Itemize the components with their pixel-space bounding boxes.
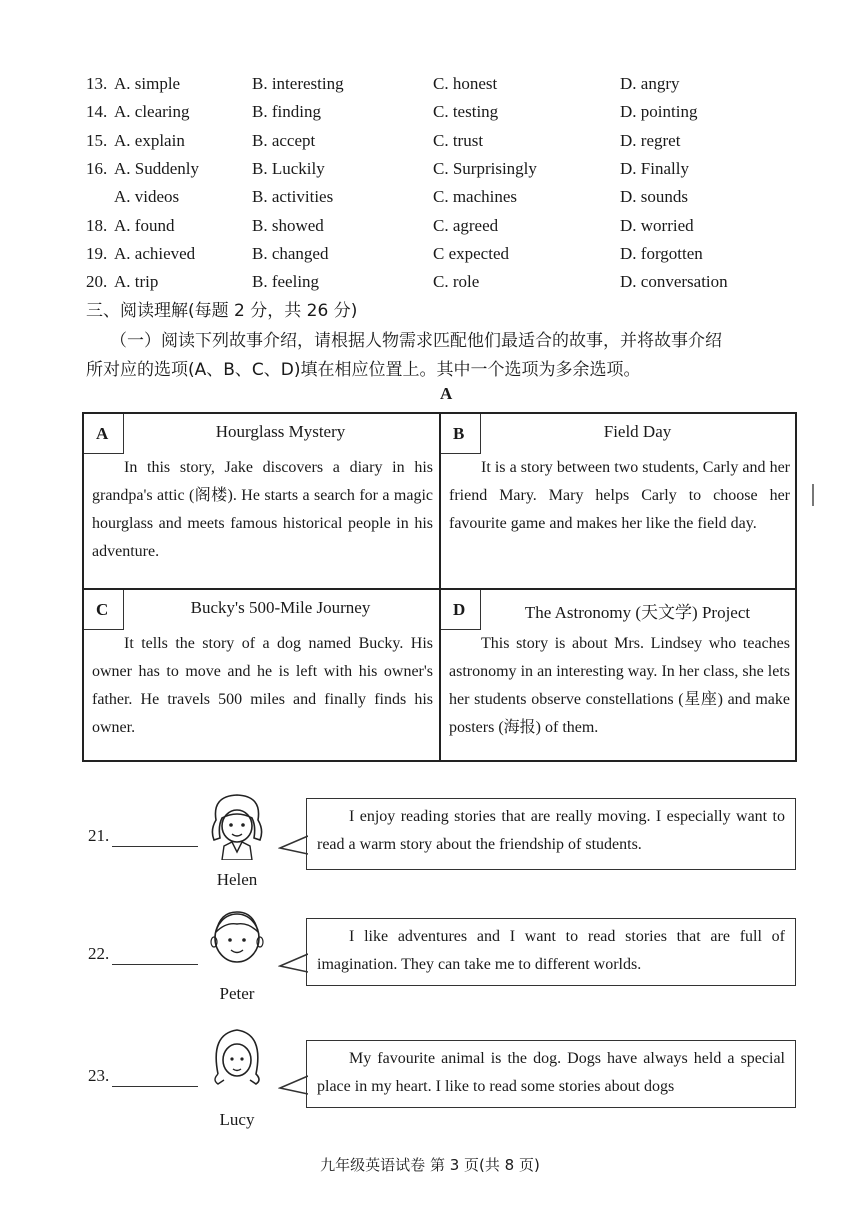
part-label: A (440, 384, 453, 403)
story-letter: B (441, 414, 481, 454)
option-a: A. explain (114, 131, 185, 150)
speech-tail-icon (278, 952, 308, 976)
answer-blank[interactable] (112, 942, 198, 965)
speech-bubble: My favourite animal is the dog. Dogs have always held a special place in my heart. I like to read some stories about dogs (306, 1040, 796, 1108)
option-c: C. testing (433, 102, 499, 121)
question-number: 23. (88, 1066, 110, 1085)
story-body: In this story, Jake discovers a diary in his grandpa's attic (阁楼). He starts a search for a magic hourglass and meets famous historical people in his adventure. (92, 459, 433, 560)
option-row (0, 240, 860, 268)
option-c: C. role (433, 272, 480, 291)
question-number: 14. (86, 102, 108, 121)
story-card-b (441, 414, 796, 588)
story-body: This story is about Mrs. Lindsey who teaches astronomy in an interesting way. In her class, she lets her students observe constellations (星座) and make posters (海报) of them. (449, 635, 790, 736)
option-a: A. videos (114, 187, 180, 206)
option-d: D. regret (620, 131, 681, 150)
answer-blank[interactable] (112, 1064, 198, 1087)
question-number: 15. (86, 131, 108, 150)
person-name: Peter (219, 984, 255, 1003)
story-body: It is a story between two students, Carly and her friend Mary. Mary helps Carly to choose her favourite game and makes her like the field day. (449, 459, 790, 532)
person-name: Lucy (219, 1110, 255, 1129)
story-title: The Astronomy (天文学) Project (524, 603, 751, 622)
option-b: B. Luckily (252, 159, 325, 178)
option-row (0, 183, 860, 211)
question-number: 18. (86, 216, 108, 235)
story-body: It tells the story of a dog named Bucky. His owner has to move and he is left with his owner's father. He travels 500 miles and finally finds his owner. (92, 635, 433, 736)
option-a: A. achieved (114, 244, 196, 263)
person-name: Helen (216, 870, 258, 889)
story-title: Hourglass Mystery (215, 422, 346, 441)
option-row (0, 212, 860, 240)
instruction-line-1: （一）阅读下列故事介绍，请根据人物需求匹配他们最适合的故事，并将故事介绍 (110, 331, 722, 351)
option-c: C. machines (433, 187, 518, 206)
story-grid (82, 412, 797, 762)
boy-avatar-icon (202, 904, 272, 974)
option-a: A. trip (114, 272, 159, 291)
question-number: 16. (86, 159, 108, 178)
option-a: A. clearing (114, 102, 190, 121)
option-d: D. angry (620, 74, 680, 93)
option-a: A. Suddenly (114, 159, 199, 178)
option-b: B. changed (252, 244, 329, 263)
story-card-c (84, 590, 439, 764)
question-number: 22. (88, 944, 110, 963)
question-helen (0, 790, 860, 902)
option-c: C. Surprisingly (433, 159, 537, 178)
option-row (0, 268, 860, 296)
option-d: D. sounds (620, 187, 689, 206)
speech-bubble: I enjoy reading stories that are really moving. I especially want to read a warm story about the friendship of students. (306, 798, 796, 870)
instruction-line-2: 所对应的选项(A、B、C、D)填在相应位置上。其中一个选项为多余选项。 (86, 360, 641, 380)
option-d: D. worried (620, 216, 694, 235)
option-c: C. agreed (433, 216, 499, 235)
section-title: 三、阅读理解(每题 2 分，共 26 分) (86, 301, 358, 321)
option-d: D. forgotten (620, 244, 703, 263)
option-b: B. interesting (252, 74, 344, 93)
question-lucy (0, 1024, 860, 1136)
story-letter: C (84, 590, 124, 630)
question-number: 13. (86, 74, 108, 93)
option-c: C expected (433, 244, 509, 263)
option-row (0, 70, 860, 98)
story-title: Field Day (603, 422, 672, 441)
question-number: 19. (86, 244, 108, 263)
option-b: B. finding (252, 102, 321, 121)
option-b: B. feeling (252, 272, 320, 291)
option-d: D. Finally (620, 159, 689, 178)
option-row (0, 98, 860, 126)
option-row (0, 127, 860, 155)
story-card-d (441, 590, 796, 764)
option-b: B. showed (252, 216, 324, 235)
speech-tail-icon (278, 834, 308, 858)
margin-mark (812, 484, 814, 506)
story-title: Bucky's 500-Mile Journey (190, 598, 371, 617)
option-a: A. found (114, 216, 175, 235)
option-a: A. simple (114, 74, 181, 93)
option-b: B. activities (252, 187, 334, 206)
question-number: 20. (86, 272, 108, 291)
option-c: C. trust (433, 131, 484, 150)
option-b: B. accept (252, 131, 316, 150)
option-row (0, 155, 860, 183)
story-letter: D (441, 590, 481, 630)
speech-tail-icon (278, 1074, 308, 1098)
answer-blank[interactable] (112, 824, 198, 847)
story-letter: A (84, 414, 124, 454)
story-card-a (84, 414, 439, 588)
option-d: D. conversation (620, 272, 728, 291)
option-c: C. honest (433, 74, 498, 93)
speech-bubble: I like adventures and I want to read stories that are full of imagination. They can take me to different worlds. (306, 918, 796, 986)
page-footer: 九年级英语试卷 第 3 页(共 8 页) (320, 1156, 540, 1174)
question-peter (0, 904, 860, 1016)
question-number: 21. (88, 826, 110, 845)
girl-avatar-icon (202, 790, 272, 860)
option-d: D. pointing (620, 102, 698, 121)
girl-avatar-icon (202, 1024, 272, 1094)
